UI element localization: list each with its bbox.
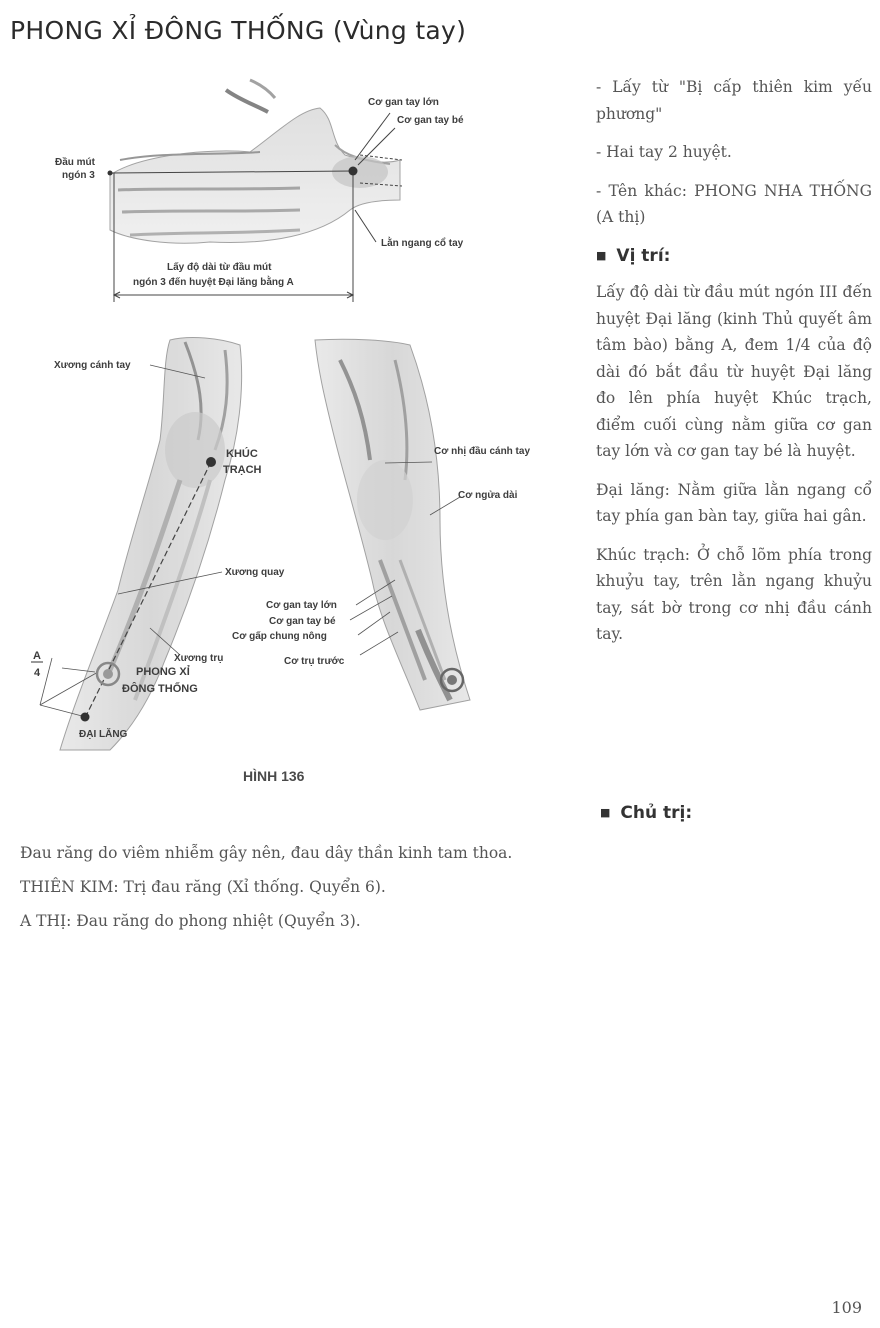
label-xuong-quay: Xương quay xyxy=(225,567,285,578)
label-xuong-canh-tay: Xương cánh tay xyxy=(54,360,131,371)
alias-note: - Tên khác: PHONG NHA THỐNG (A thị) xyxy=(596,181,872,226)
chu-tri-line-2: THIÊN KIM: Trị đau răng (Xỉ thống. Quyển 6). xyxy=(20,878,386,896)
label-lan-ngang-co-tay: Lằn ngang cổ tay xyxy=(381,238,464,249)
label-co-gan-tay-lon: Cơ gan tay lớn xyxy=(266,600,337,611)
label-phong-xi-line1: PHONG XỈ xyxy=(136,666,190,678)
figure-caption: HÌNH 136 xyxy=(243,768,305,784)
label-xuong-tru: Xương trụ xyxy=(174,653,224,664)
bullet-icon: ■ xyxy=(600,806,611,819)
label-khuc-trach-line2: TRẠCH xyxy=(223,464,262,476)
label-co-gan-tay-lon-top: Cơ gan tay lớn xyxy=(368,97,439,108)
section-heading-chu-tri: ■ Chủ trị: xyxy=(600,803,693,823)
bullet-icon: ■ xyxy=(596,248,607,262)
hand-drawing xyxy=(110,80,400,243)
right-column xyxy=(596,74,872,660)
label-a-denominator: 4 xyxy=(34,667,41,679)
chu-tri-line-1: Đau răng do viêm nhiễm gây nên, đau dây thần kinh tam thoa. xyxy=(20,844,513,862)
khuc-trach-paragraph: Khúc trạch: Ở chỗ lõm phía trong khuỷu tay, trên lằn ngang khuỷu tay, sát bờ trong cơ nhị đầu cánh tay. xyxy=(596,545,872,643)
section-heading-vi-tri: ■ Vị trí: xyxy=(596,245,671,266)
label-co-gan-tay-be: Cơ gan tay bé xyxy=(269,616,336,627)
anatomy-figure xyxy=(0,60,580,800)
label-measure-line2: ngón 3 đến huyệt Đại lăng bằng A xyxy=(133,277,294,288)
page-title: PHONG XỈ ĐÔNG THỐNG (Vùng tay) xyxy=(10,16,467,45)
label-dau-mut-line1: Đầu mút xyxy=(55,157,95,168)
source-note: - Lấy từ "Bị cấp thiên kim yếu phương" xyxy=(596,78,872,123)
label-co-ngua-dai: Cơ ngửa dài xyxy=(458,490,518,501)
label-co-tru-truoc: Cơ trụ trước xyxy=(284,656,345,667)
count-note: - Hai tay 2 huyệt. xyxy=(596,143,732,161)
label-dau-mut-line2: ngón 3 xyxy=(62,170,95,181)
label-measure-line1: Lấy độ dài từ đầu mút xyxy=(167,262,272,273)
chu-tri-line-3: A THỊ: Đau răng do phong nhiệt (Quyển 3). xyxy=(20,912,361,930)
label-a-numerator: A xyxy=(33,650,41,662)
label-dai-lang: ĐẠI LĂNG xyxy=(79,729,128,740)
label-co-nhi-dau: Cơ nhị đầu cánh tay xyxy=(434,446,531,457)
page-number: 109 xyxy=(831,1298,862,1317)
label-co-gan-tay-be-top: Cơ gan tay bé xyxy=(397,115,464,126)
label-phong-xi-line2: ĐÔNG THỐNG xyxy=(122,683,198,695)
dai-lang-paragraph: Đại lăng: Nằm giữa lằn ngang cổ tay phía gan bàn tay, giữa hai gân. xyxy=(596,480,872,525)
vi-tri-paragraph: Lấy độ dài từ đầu mút ngón III đến huyệt Đại lăng (kinh Thủ quyết âm tâm bào) bằng A, đem 1/4 của độ dài đó bắt đầu từ huyệt Đại lăng đo lên phía huyệt Khúc trạch, điểm cuối cùng nằm giữa cơ gan tay lớn và cơ gan tay bé là huyệt. xyxy=(596,283,872,460)
label-co-gap-chung-nong: Cơ gấp chung nông xyxy=(232,631,327,642)
chu-tri-text xyxy=(20,842,860,944)
right-arm-drawing xyxy=(315,339,470,710)
label-khuc-trach-line1: KHÚC xyxy=(226,448,258,460)
